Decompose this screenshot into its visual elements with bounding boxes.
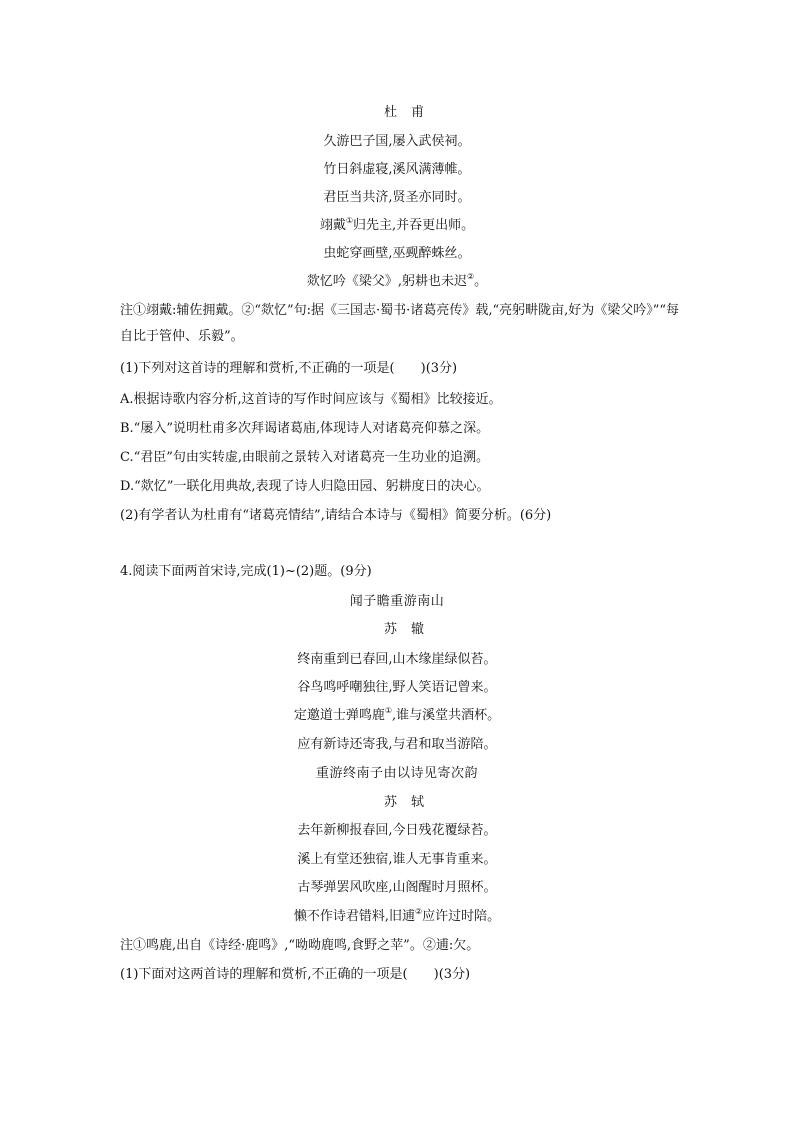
- q3-option-c: C.“君臣”句由实转虚,由眼前之景转入对诸葛亮一生功业的追溯。: [120, 450, 490, 465]
- poemA-line-4: 应有新诗还寄我,与君和取当游陪。: [297, 737, 497, 752]
- q3-sub2: (2)有学者认为杜甫有“诸葛亮情结”,请结合本诗与《蜀相》简要分析。(6分): [120, 508, 552, 523]
- poemA-line-2: 谷鸟鸣呼嘲独往,野人笑语记曾来。: [297, 680, 497, 695]
- poem1-line-1: 久游巴子国,屡入武侯祠。: [323, 134, 471, 149]
- poemB-line-1: 去年新柳报春回,今日残花覆绿苔。: [297, 823, 497, 838]
- q4-sub1: (1)下面对这两首诗的理解和赏析,不正确的一项是( )(3分): [120, 967, 471, 982]
- poemB-line-3: 古琴弹罢风吹座,山阁醒时月照杯。: [297, 880, 497, 895]
- footnote-marker-4: ②: [414, 906, 423, 916]
- poemA-title: 闻子瞻重游南山: [349, 594, 445, 609]
- poemB-author: 苏轼: [383, 795, 438, 810]
- poemA-author: 苏辙: [383, 622, 438, 637]
- poem1-line-4: 翊戴①归先主,并吞更出师。: [319, 215, 475, 233]
- q4-note: 注①鸣鹿,出自《诗经·鹿鸣》,“呦呦鹿鸣,食野之苹”。②逋:欠。: [120, 938, 480, 953]
- poemB-line-4: 懒不作诗君错料,旧逋②应许过时陪。: [293, 906, 501, 924]
- poemB-title: 重游终南子由以诗见寄次韵: [315, 766, 478, 781]
- poem1-line-3: 君臣当共济,贤圣亦同时。: [323, 190, 471, 205]
- poemB-line-2: 溪上有堂还独宿,谁人无事肯重来。: [297, 852, 497, 867]
- poem1-author: 杜甫: [383, 105, 438, 120]
- q3-sub1: (1)下列对这首诗的理解和赏析,不正确的一项是( )(3分): [120, 361, 458, 376]
- footnote-marker-2: ②: [466, 271, 475, 281]
- footnote-marker-1: ①: [345, 215, 354, 225]
- poem1-line-2: 竹日斜虚寝,溪风满薄帷。: [323, 162, 471, 177]
- poem1-line-6: 欻忆吟《梁父》,躬耕也未迟②。: [306, 271, 488, 289]
- poem1-note: 注①翊戴:辅佐拥戴。②“欻忆”句:据《三国志·蜀书·诸葛亮传》载,“亮躬畊陇亩,好为《梁父吟》”“每自比于管仲、乐毅”。: [120, 303, 680, 344]
- q3-option-d: D.“欻忆”一联化用典故,表现了诗人归隐田园、躬耕度日的决心。: [120, 479, 490, 494]
- poemA-line-1: 终南重到已春回,山木缘崖绿似苔。: [297, 652, 497, 667]
- q3-option-b: B.“屡入”说明杜甫多次拜谒诸葛庙,体现诗人对诸葛亮仰慕之深。: [120, 421, 490, 436]
- poemA-line-3: 定邀道士弹鸣鹿①,谁与溪堂共酒杯。: [293, 705, 501, 723]
- q3-option-a: A.根据诗歌内容分析,这首诗的写作时间应该与《蜀相》比较接近。: [120, 392, 502, 407]
- poem1-line-5: 虫蛇穿画壁,巫觋醉蛛丝。: [323, 246, 471, 261]
- footnote-marker-3: ①: [384, 705, 393, 715]
- q4-stem: 4.阅读下面两首宋诗,完成(1)~(2)题。(9分): [120, 564, 372, 579]
